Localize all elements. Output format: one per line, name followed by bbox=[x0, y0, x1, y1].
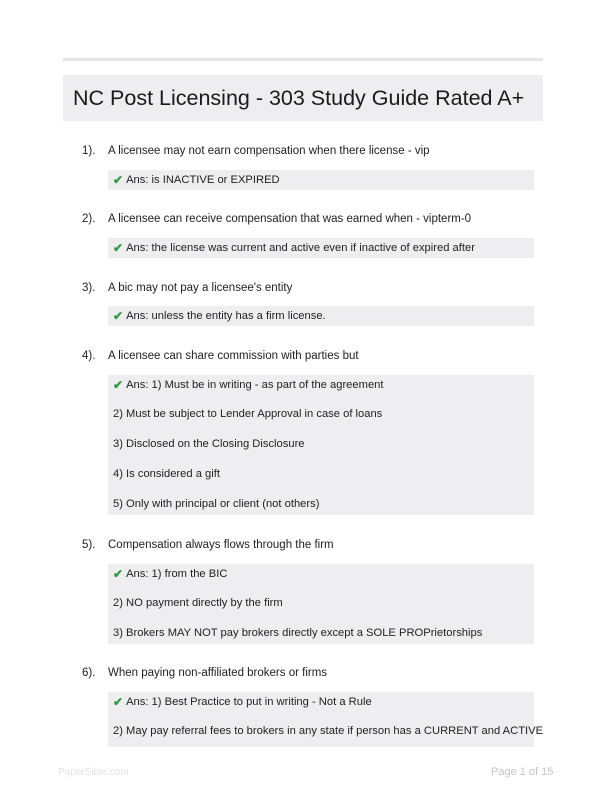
question-text: A bic may not pay a licensee's entity bbox=[108, 282, 293, 294]
check-icon: ✔ bbox=[113, 567, 124, 581]
answer-box bbox=[108, 306, 534, 326]
question-text: Compensation always flows through the firm bbox=[108, 539, 334, 551]
answer-line bbox=[113, 241, 475, 255]
answer-line bbox=[113, 725, 543, 737]
answer-text: 2) Must be subject to Lender Approval in case of loans bbox=[113, 408, 383, 420]
page-number: Page 1 of 15 bbox=[491, 766, 554, 778]
answer-box bbox=[108, 692, 544, 747]
question-text: When paying non-affiliated brokers or firms bbox=[108, 667, 328, 679]
document-title: NC Post Licensing - 303 Study Guide Rated A+ bbox=[73, 85, 525, 110]
answer-line bbox=[113, 468, 220, 480]
answer-box bbox=[108, 564, 534, 644]
title-banner bbox=[63, 75, 543, 121]
answer-line bbox=[113, 597, 283, 609]
check-icon: ✔ bbox=[113, 173, 124, 187]
question-number: 5). bbox=[82, 539, 96, 551]
check-icon: ✔ bbox=[113, 378, 124, 392]
answer-text: 5) Only with principal or client (not others) bbox=[113, 498, 320, 510]
answer-line bbox=[113, 627, 482, 639]
check-icon: ✔ bbox=[113, 241, 124, 255]
answer-box bbox=[108, 238, 534, 258]
answer-text: Ans: the license was current and active even if inactive of expired after bbox=[126, 242, 475, 254]
question-text: A licensee may not earn compensation when there license - vip bbox=[108, 145, 430, 157]
answer-text: 4) Is considered a gift bbox=[113, 468, 220, 480]
check-icon: ✔ bbox=[113, 309, 124, 323]
answer-line bbox=[113, 408, 382, 420]
answer-line bbox=[113, 173, 280, 187]
answer-text: Ans: is INACTIVE or EXPIRED bbox=[126, 174, 280, 186]
answer-text: Ans: 1) Best Practice to put in writing - Not a Rule bbox=[126, 696, 372, 708]
answer-box bbox=[108, 170, 534, 190]
question-number: 6). bbox=[82, 667, 96, 679]
answer-text: Ans: 1) from the BIC bbox=[126, 568, 228, 580]
answer-line bbox=[113, 498, 319, 510]
answer-box bbox=[108, 375, 534, 515]
answer-text: 3) Disclosed on the Closing Disclosure bbox=[113, 438, 305, 450]
answer-line bbox=[113, 378, 384, 392]
answer-text: Ans: 1) Must be in writing - as part of the agreement bbox=[126, 379, 384, 391]
question-number: 2). bbox=[82, 213, 96, 225]
question-number: 4). bbox=[82, 350, 96, 362]
answer-text: Ans: unless the entity has a firm license. bbox=[126, 310, 326, 322]
answer-text: 2) May pay referral fees to brokers in any state if person has a CURRENT and ACTIVE bbox=[113, 725, 544, 737]
answer-line bbox=[113, 695, 372, 709]
question-number: 1). bbox=[82, 145, 96, 157]
top-divider bbox=[63, 58, 543, 61]
question-text: A licensee can share commission with parties but bbox=[108, 350, 359, 362]
footer-site: PaperSible.com bbox=[58, 767, 129, 778]
check-icon: ✔ bbox=[113, 695, 124, 709]
answer-line bbox=[113, 309, 326, 323]
answer-line bbox=[113, 567, 227, 581]
answer-text: 3) Brokers MAY NOT pay brokers directly except a SOLE PROPrietorships bbox=[113, 627, 483, 639]
answer-line bbox=[113, 438, 305, 450]
question-number: 3). bbox=[82, 282, 96, 294]
answer-text: 2) NO payment directly by the firm bbox=[113, 597, 283, 609]
question-text: A licensee can receive compensation that was earned when - vipterm-0 bbox=[108, 213, 472, 225]
